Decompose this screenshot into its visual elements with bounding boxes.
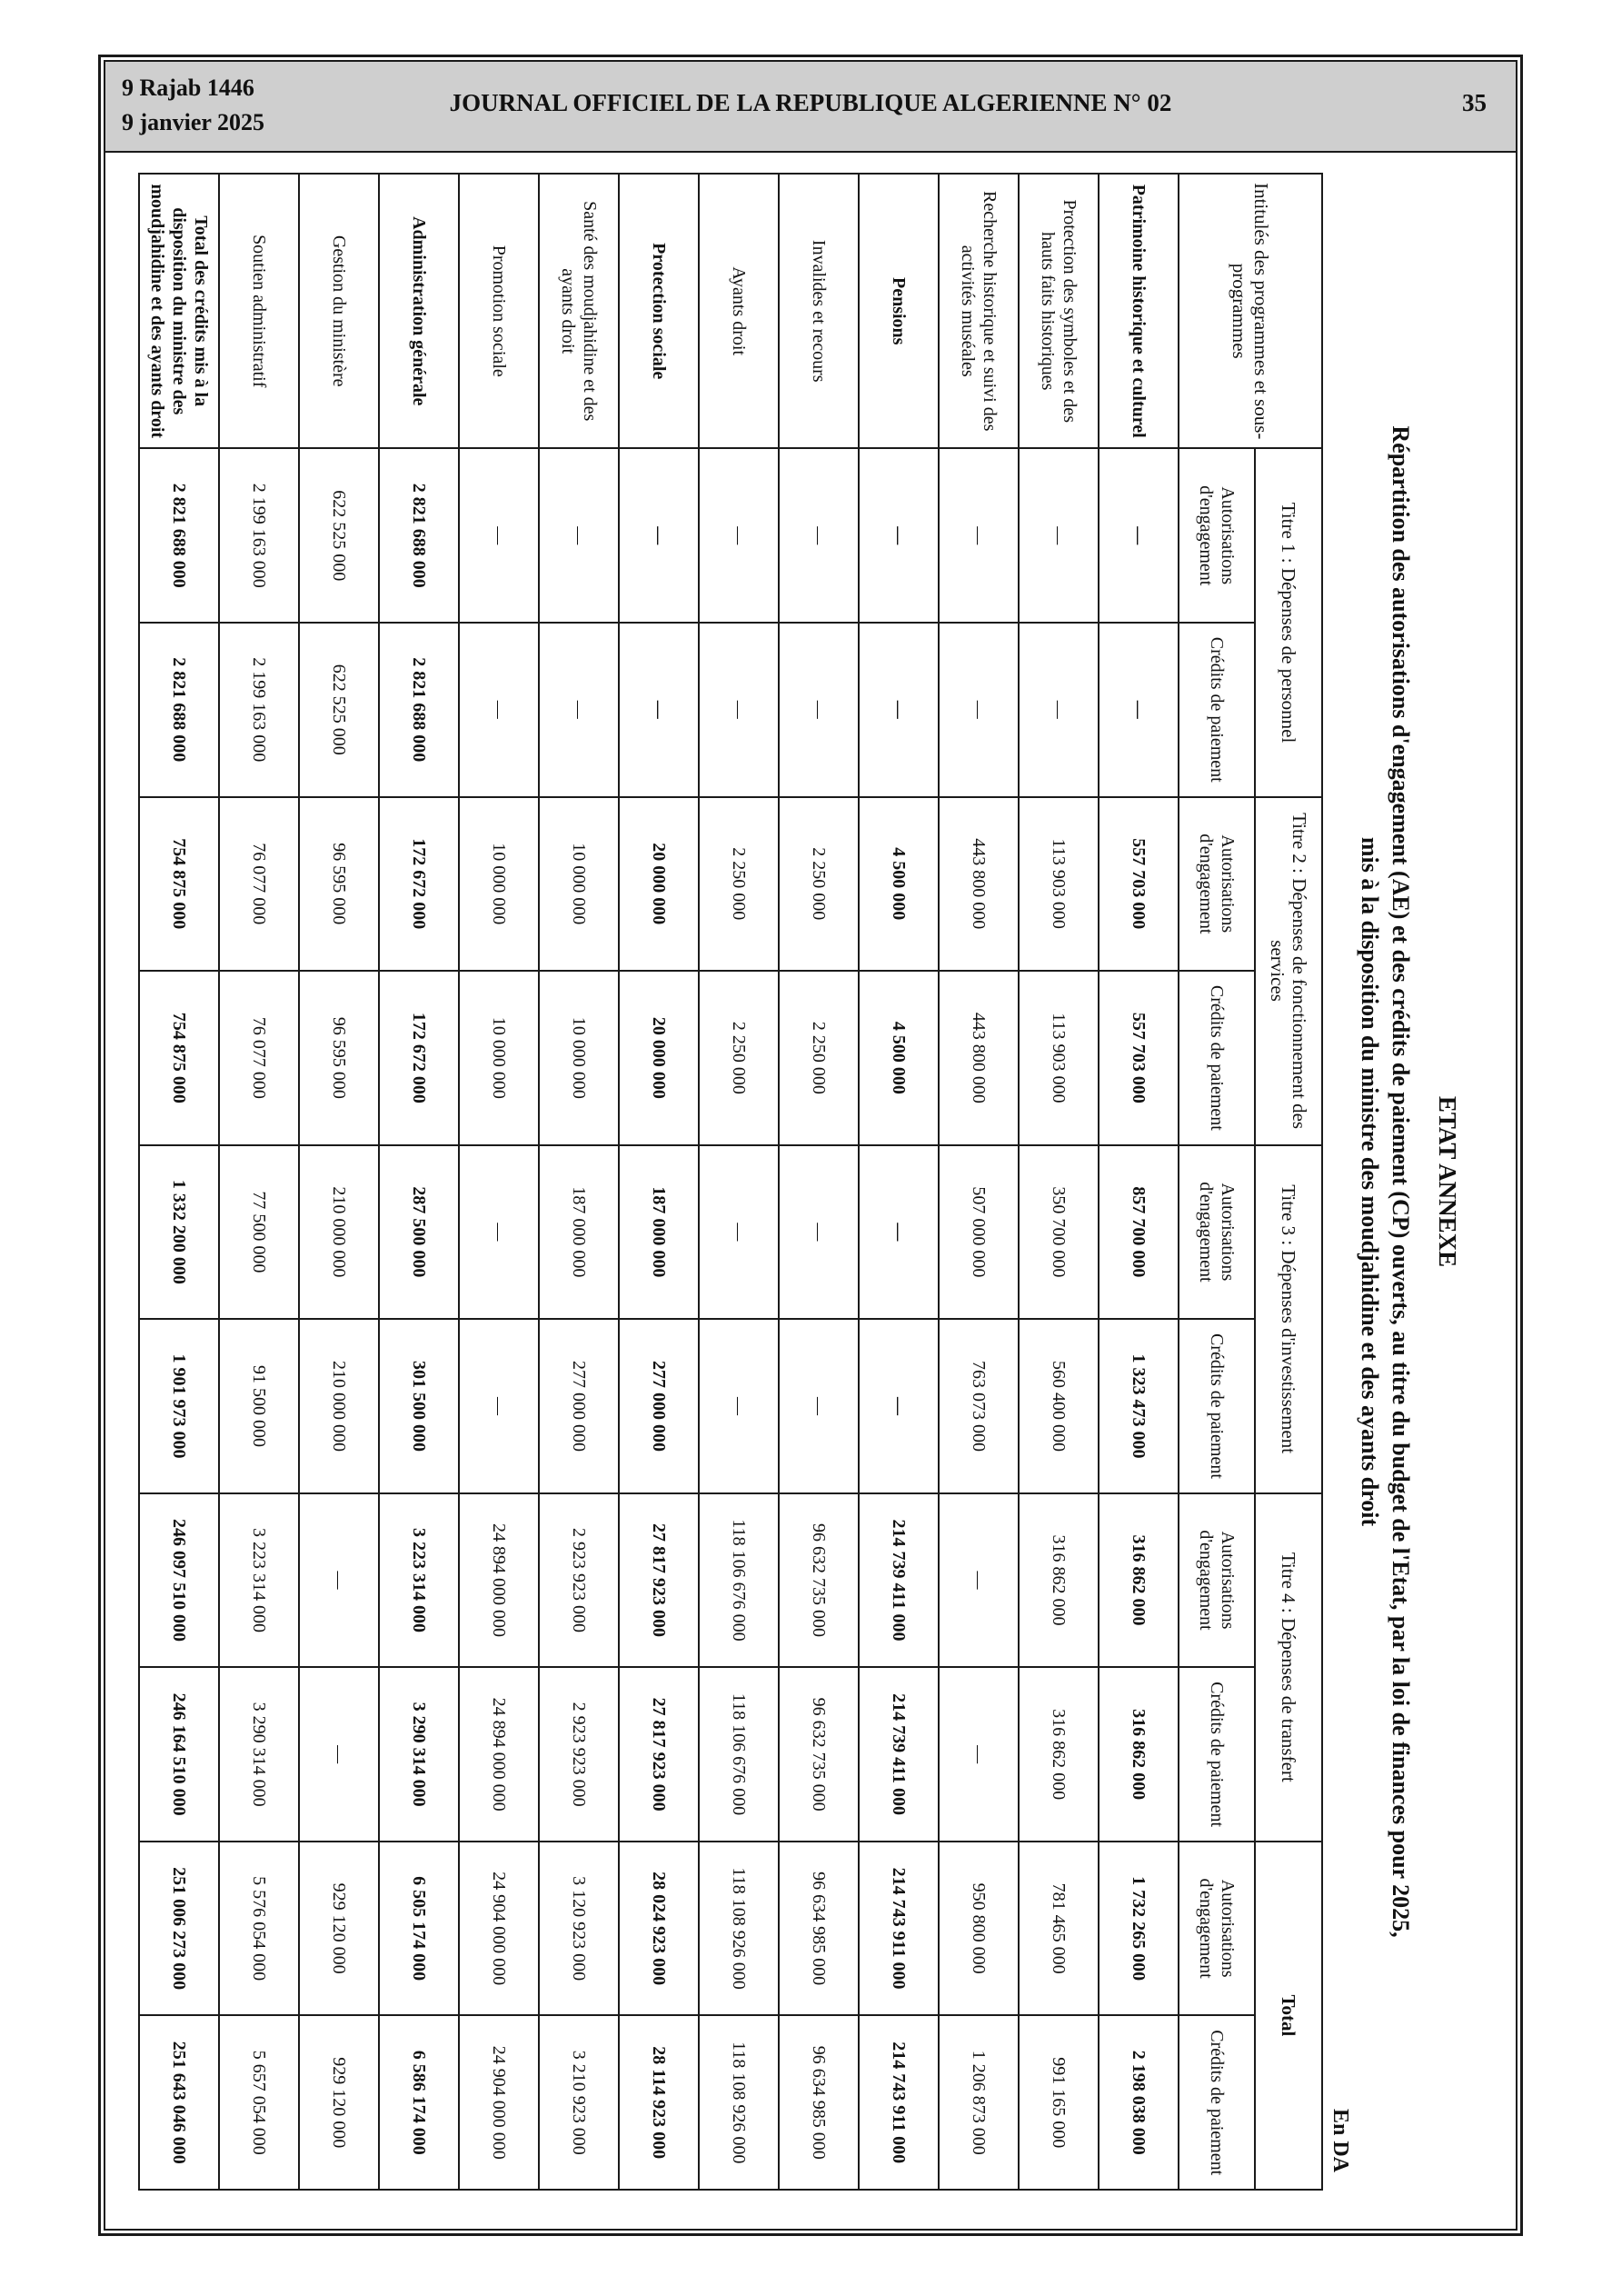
table-cell: 10 000 000	[459, 971, 539, 1145]
table-cell: 2 821 688 000	[139, 448, 219, 623]
table-row	[459, 174, 539, 2190]
table-cell: —	[699, 623, 779, 797]
table-cell: 246 097 510 000	[139, 1493, 219, 1668]
table-cell: 2 923 923 000	[539, 1667, 619, 1842]
table-cell: 27 817 923 000	[619, 1667, 699, 1842]
subheader-ae: Autorisations d'engagement	[1179, 1842, 1255, 2016]
table-cell: 210 000 000	[299, 1145, 379, 1320]
date-hijri: 9 Rajab 1446	[122, 75, 254, 101]
table-cell: 210 000 000	[299, 1319, 379, 1493]
table-row	[1019, 174, 1099, 2190]
table-cell: 316 862 000	[1019, 1667, 1099, 1842]
table-cell: 857 700 000	[1099, 1145, 1179, 1320]
row-label: Total des crédits mis à la disposition du ministre des moudjahidine et des ayants droit	[139, 174, 219, 448]
table-cell: 1 901 973 000	[139, 1319, 219, 1493]
table-cell: 172 672 000	[379, 971, 459, 1145]
table-cell: 781 465 000	[1019, 1842, 1099, 2016]
table-cell: —	[699, 1145, 779, 1320]
table-cell: 113 903 000	[1019, 971, 1099, 1145]
row-label: Administration générale	[379, 174, 459, 448]
subheader-cp: Crédits de paiement	[1179, 1319, 1255, 1493]
table-row	[219, 174, 299, 2190]
table-cell: 10 000 000	[539, 971, 619, 1145]
subheader-ae: Autorisations d'engagement	[1179, 797, 1255, 972]
table-cell: 2 198 038 000	[1099, 2015, 1179, 2190]
annex-subtitle-line2: mis à la disposition du ministre des moudjahidine et des ayants droit	[1357, 836, 1383, 1527]
table-cell: —	[859, 1145, 939, 1320]
subheader-ae: Autorisations d'engagement	[1179, 1145, 1255, 1320]
table-cell: —	[459, 1145, 539, 1320]
table-cell: 622 525 000	[299, 623, 379, 797]
table-cell: 214 743 911 000	[859, 1842, 939, 2016]
table-cell: 1 332 200 000	[139, 1145, 219, 1320]
table-cell: 316 862 000	[1019, 1493, 1099, 1668]
header-titre-2: Titre 2 : Dépenses de fonctionnement des services	[1255, 797, 1322, 1145]
header-titre-1: Titre 1 : Dépenses de personnel	[1255, 448, 1322, 796]
table-cell: 214 743 911 000	[859, 2015, 939, 2190]
subheader-cp: Crédits de paiement	[1179, 623, 1255, 797]
subheader-cp: Crédits de paiement	[1179, 2015, 1255, 2190]
table-cell: 2 199 163 000	[219, 448, 299, 623]
table-cell: 187 000 000	[539, 1145, 619, 1320]
table-cell: —	[859, 448, 939, 623]
table-cell: —	[699, 448, 779, 623]
table-cell: 246 164 510 000	[139, 1667, 219, 1842]
table-cell: 2 250 000	[779, 971, 859, 1145]
table-cell: —	[1019, 448, 1099, 623]
header-total: Total	[1255, 1842, 1322, 2190]
table-cell: —	[779, 1145, 859, 1320]
table-cell: 28 114 923 000	[619, 2015, 699, 2190]
table-cell: 443 800 000	[939, 971, 1019, 1145]
row-label: Soutien administratif	[219, 174, 299, 448]
table-cell: 91 500 000	[219, 1319, 299, 1493]
table-cell: 2 199 163 000	[219, 623, 299, 797]
table-row	[539, 174, 619, 2190]
table-cell: —	[459, 1319, 539, 1493]
table-cell: 24 894 000 000	[459, 1667, 539, 1842]
table-cell: 929 120 000	[299, 2015, 379, 2190]
table-row	[859, 174, 939, 2190]
row-label: Protection des symboles et des hauts faits historiques	[1019, 174, 1099, 448]
table-cell: 507 000 000	[939, 1145, 1019, 1320]
annex-subtitle	[1354, 264, 1416, 2100]
table-cell: —	[459, 448, 539, 623]
table-cell: 350 700 000	[1019, 1145, 1099, 1320]
table-header-row-groups	[1255, 174, 1322, 2190]
table-cell: 5 576 054 000	[219, 1842, 299, 2016]
table-cell: 118 108 926 000	[699, 2015, 779, 2190]
table-cell: 24 894 000 000	[459, 1493, 539, 1668]
page-number: 35	[1462, 89, 1487, 116]
date-gregorian: 9 janvier 2025	[122, 109, 264, 135]
table-cell: —	[939, 1493, 1019, 1668]
table-cell: —	[299, 1667, 379, 1842]
table-cell: 24 904 000 000	[459, 2015, 539, 2190]
row-label: Pensions	[859, 174, 939, 448]
table-cell: 2 250 000	[779, 797, 859, 972]
rotated-annex	[147, 173, 1472, 2191]
row-label: Patrimoine historique et culturel	[1099, 174, 1179, 448]
table-header-row-sub	[1179, 174, 1255, 2190]
row-label: Recherche historique et suivi des activités muséales	[939, 174, 1019, 448]
table-cell: 929 120 000	[299, 1842, 379, 2016]
table-cell: 3 290 314 000	[379, 1667, 459, 1842]
table-cell: 251 006 273 000	[139, 1842, 219, 2016]
table-cell: 10 000 000	[539, 797, 619, 972]
table-cell: 754 875 000	[139, 797, 219, 972]
table-cell: 96 595 000	[299, 971, 379, 1145]
table-cell: 27 817 923 000	[619, 1493, 699, 1668]
table-cell: 251 643 046 000	[139, 2015, 219, 2190]
table-cell: 96 632 735 000	[779, 1493, 859, 1668]
table-row	[299, 174, 379, 2190]
table-cell: 622 525 000	[299, 448, 379, 623]
table-cell: 2 821 688 000	[379, 623, 459, 797]
row-label: Protection sociale	[619, 174, 699, 448]
table-cell: 2 821 688 000	[139, 623, 219, 797]
table-cell: —	[779, 623, 859, 797]
row-label: Ayants droit	[699, 174, 779, 448]
table-cell: —	[779, 448, 859, 623]
table-row	[779, 174, 859, 2190]
table-cell: 96 595 000	[299, 797, 379, 972]
annex-subtitle-line1: Répartition des autorisations d'engagement (AE) et des crédits de paiement (CP) ouverts, au titre du budget de l'Etat, par la loi de finances pour 2025,	[1388, 425, 1414, 1938]
table-row	[699, 174, 779, 2190]
table-cell: 1 206 873 000	[939, 2015, 1019, 2190]
table-row	[139, 174, 219, 2190]
table-cell: 6 505 174 000	[379, 1842, 459, 2016]
table-cell: 96 634 985 000	[779, 2015, 859, 2190]
table-cell: 287 500 000	[379, 1145, 459, 1320]
table-cell: 24 904 000 000	[459, 1842, 539, 2016]
table-cell: 10 000 000	[459, 797, 539, 972]
table-cell: —	[939, 448, 1019, 623]
table-cell: 4 500 000	[859, 797, 939, 972]
table-cell: 3 120 923 000	[539, 1842, 619, 2016]
header-titre-3: Titre 3 : Dépenses d'investissement	[1255, 1145, 1322, 1493]
table-cell: —	[939, 1667, 1019, 1842]
table-cell: 557 703 000	[1099, 797, 1179, 972]
budget-table	[138, 173, 1323, 2191]
journal-header	[105, 62, 1516, 153]
table-cell: 950 800 000	[939, 1842, 1019, 2016]
table-cell: 1 323 473 000	[1099, 1319, 1179, 1493]
table-cell: —	[539, 623, 619, 797]
header-program-label: Intitulés des programmes et sous-programmes	[1179, 174, 1322, 448]
table-cell: —	[779, 1319, 859, 1493]
unit-label: En DA	[1328, 2108, 1352, 2172]
table-cell: —	[859, 623, 939, 797]
table-cell: 2 250 000	[699, 971, 779, 1145]
table-cell: 1 732 265 000	[1099, 1842, 1179, 2016]
table-cell: 754 875 000	[139, 971, 219, 1145]
table-row	[1099, 174, 1179, 2190]
table-cell: 118 108 926 000	[699, 1842, 779, 2016]
row-label: Gestion du ministère	[299, 174, 379, 448]
table-cell: 118 106 676 000	[699, 1667, 779, 1842]
table-cell: 443 800 000	[939, 797, 1019, 972]
table-cell: —	[619, 448, 699, 623]
table-cell: —	[1019, 623, 1099, 797]
table-cell: 3 290 314 000	[219, 1667, 299, 1842]
table-cell: —	[539, 448, 619, 623]
row-label: Santé des moudjahidine et des ayants droit	[539, 174, 619, 448]
header-titre-4: Titre 4 : Dépenses de transfert	[1255, 1493, 1322, 1842]
table-cell: —	[1099, 448, 1179, 623]
table-cell: 2 821 688 000	[379, 448, 459, 623]
table-cell: 28 024 923 000	[619, 1842, 699, 2016]
table-cell: 5 657 054 000	[219, 2015, 299, 2190]
table-cell: 172 672 000	[379, 797, 459, 972]
table-cell: 3 210 923 000	[539, 2015, 619, 2190]
table-cell: 214 739 411 000	[859, 1667, 939, 1842]
table-cell: —	[459, 623, 539, 797]
table-cell: —	[1099, 623, 1179, 797]
table-row	[939, 174, 1019, 2190]
table-cell: 4 500 000	[859, 971, 939, 1145]
table-cell: 77 500 000	[219, 1145, 299, 1320]
table-cell: 96 632 735 000	[779, 1667, 859, 1842]
table-cell: 3 223 314 000	[219, 1493, 299, 1668]
table-cell: 214 739 411 000	[859, 1493, 939, 1668]
table-cell: 20 000 000	[619, 797, 699, 972]
table-cell: 6 586 174 000	[379, 2015, 459, 2190]
table-cell: —	[619, 623, 699, 797]
table-cell: —	[859, 1319, 939, 1493]
row-label: Invalides et recours	[779, 174, 859, 448]
table-cell: 763 073 000	[939, 1319, 1019, 1493]
subheader-cp: Crédits de paiement	[1179, 1667, 1255, 1842]
table-cell: 76 077 000	[219, 971, 299, 1145]
table-cell: 991 165 000	[1019, 2015, 1099, 2190]
table-cell: 2 923 923 000	[539, 1493, 619, 1668]
table-row	[619, 174, 699, 2190]
subheader-ae: Autorisations d'engagement	[1179, 448, 1255, 623]
row-label: Promotion sociale	[459, 174, 539, 448]
table-cell: 118 106 676 000	[699, 1493, 779, 1668]
table-cell: 96 634 985 000	[779, 1842, 859, 2016]
table-cell: —	[699, 1319, 779, 1493]
table-cell: 76 077 000	[219, 797, 299, 972]
table-cell: —	[299, 1493, 379, 1668]
table-cell: 316 862 000	[1099, 1493, 1179, 1668]
annex-title: ETAT ANNEXE	[1434, 1095, 1461, 1268]
subheader-cp: Crédits de paiement	[1179, 971, 1255, 1145]
table-cell: 2 250 000	[699, 797, 779, 972]
table-cell: 20 000 000	[619, 971, 699, 1145]
table-cell: 3 223 314 000	[379, 1493, 459, 1668]
table-cell: 301 500 000	[379, 1319, 459, 1493]
table-cell: 187 000 000	[619, 1145, 699, 1320]
table-cell: 277 000 000	[619, 1319, 699, 1493]
table-cell: 560 400 000	[1019, 1319, 1099, 1493]
journal-title: JOURNAL OFFICIEL DE LA REPUBLIQUE ALGERIENNE N° 02	[449, 89, 1172, 116]
table-cell: 277 000 000	[539, 1319, 619, 1493]
table-cell: —	[939, 623, 1019, 797]
table-row	[379, 174, 459, 2190]
table-cell: 316 862 000	[1099, 1667, 1179, 1842]
table-cell: 557 703 000	[1099, 971, 1179, 1145]
table-cell: 113 903 000	[1019, 797, 1099, 972]
subheader-ae: Autorisations d'engagement	[1179, 1493, 1255, 1668]
